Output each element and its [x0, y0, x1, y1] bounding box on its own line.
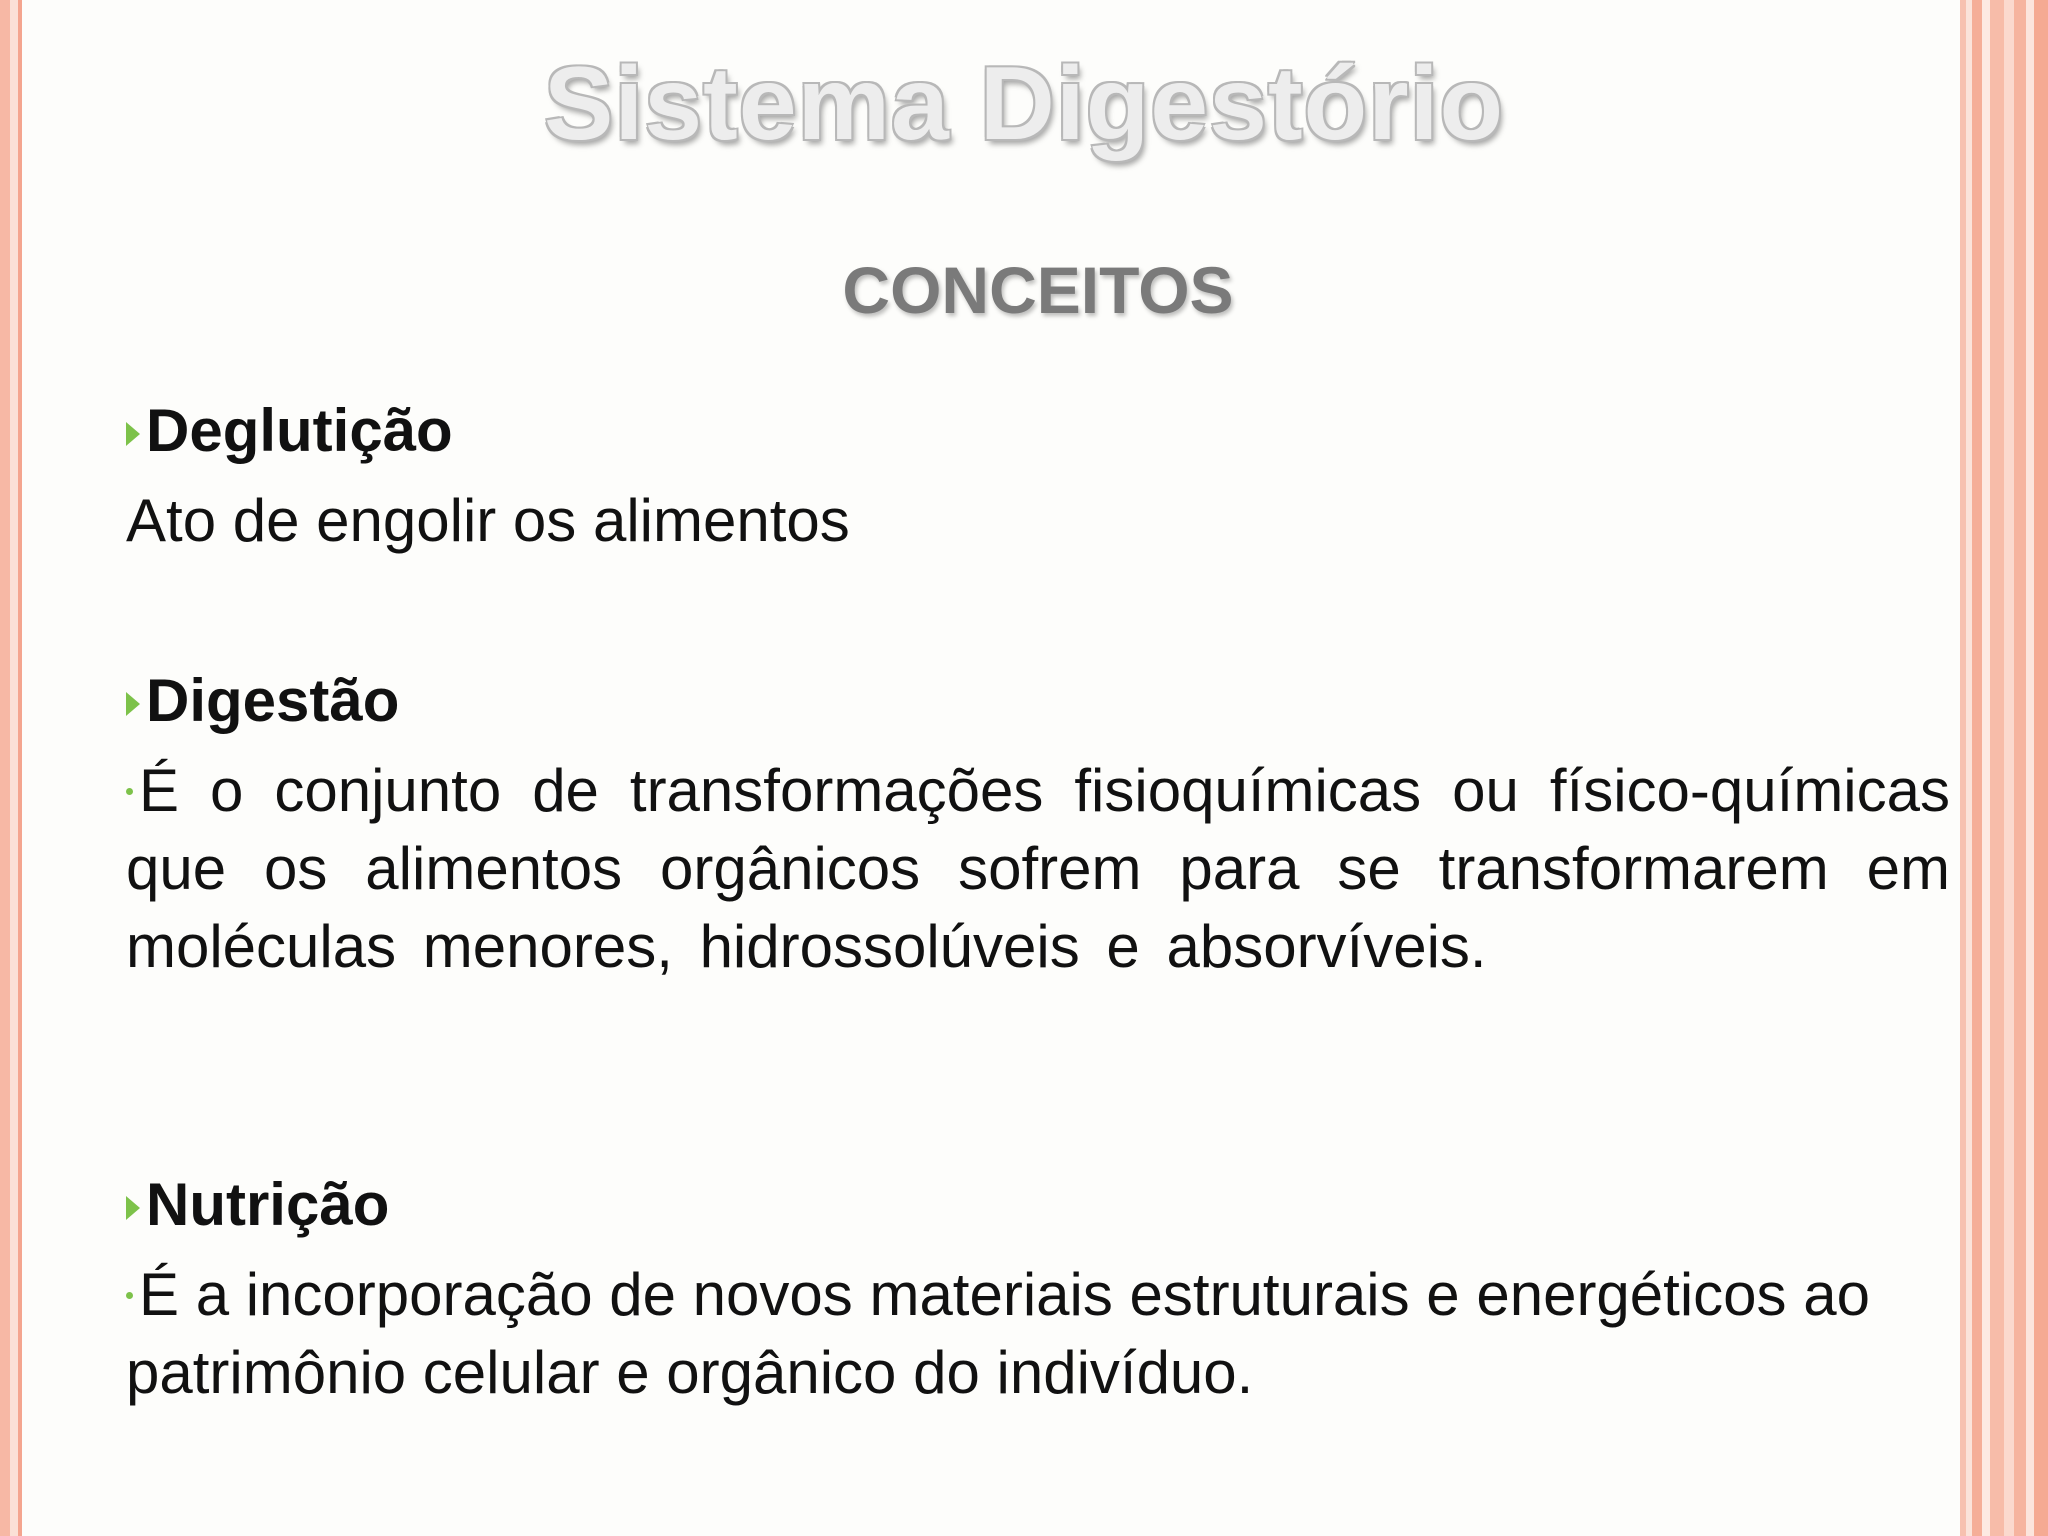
- section-heading: [126, 1166, 1950, 1244]
- section-nutricao: [126, 1166, 1950, 1412]
- section-heading-label: Digestão: [146, 667, 400, 734]
- slide-title: Sistema Digestório: [543, 46, 1505, 162]
- section-text: É o conjunto de transformações fisioquímicas ou físico-químicas que os alimentos orgânicos sofrem para se transformarem em moléculas menores, hidrossolúveis e absorvíveis.: [126, 757, 1950, 980]
- section-text: É a incorporação de novos materiais estruturais e energéticos ao patrimônio celular e orgânico do indivíduo.: [126, 1261, 1870, 1406]
- section-heading: [126, 392, 1950, 470]
- section-heading: [126, 662, 1950, 740]
- triangle-right-icon: [126, 422, 140, 446]
- section-heading-label: Nutrição: [146, 1171, 390, 1238]
- section-text: Ato de engolir os alimentos: [126, 487, 850, 554]
- section-digestao: [126, 662, 1950, 986]
- section-paragraph: [126, 1256, 1950, 1412]
- section-degluticao: [126, 392, 1950, 560]
- triangle-right-icon: [126, 1196, 140, 1220]
- section-paragraph: [126, 752, 1950, 986]
- triangle-right-icon: [126, 692, 140, 716]
- dot-icon: [126, 1292, 133, 1299]
- left-decorative-border: [0, 0, 26, 1536]
- section-heading-label: Deglutição: [146, 397, 453, 464]
- slide-subtitle: CONCEITOS: [842, 253, 1234, 327]
- right-decorative-border: [1960, 0, 2048, 1536]
- dot-icon: [126, 788, 133, 795]
